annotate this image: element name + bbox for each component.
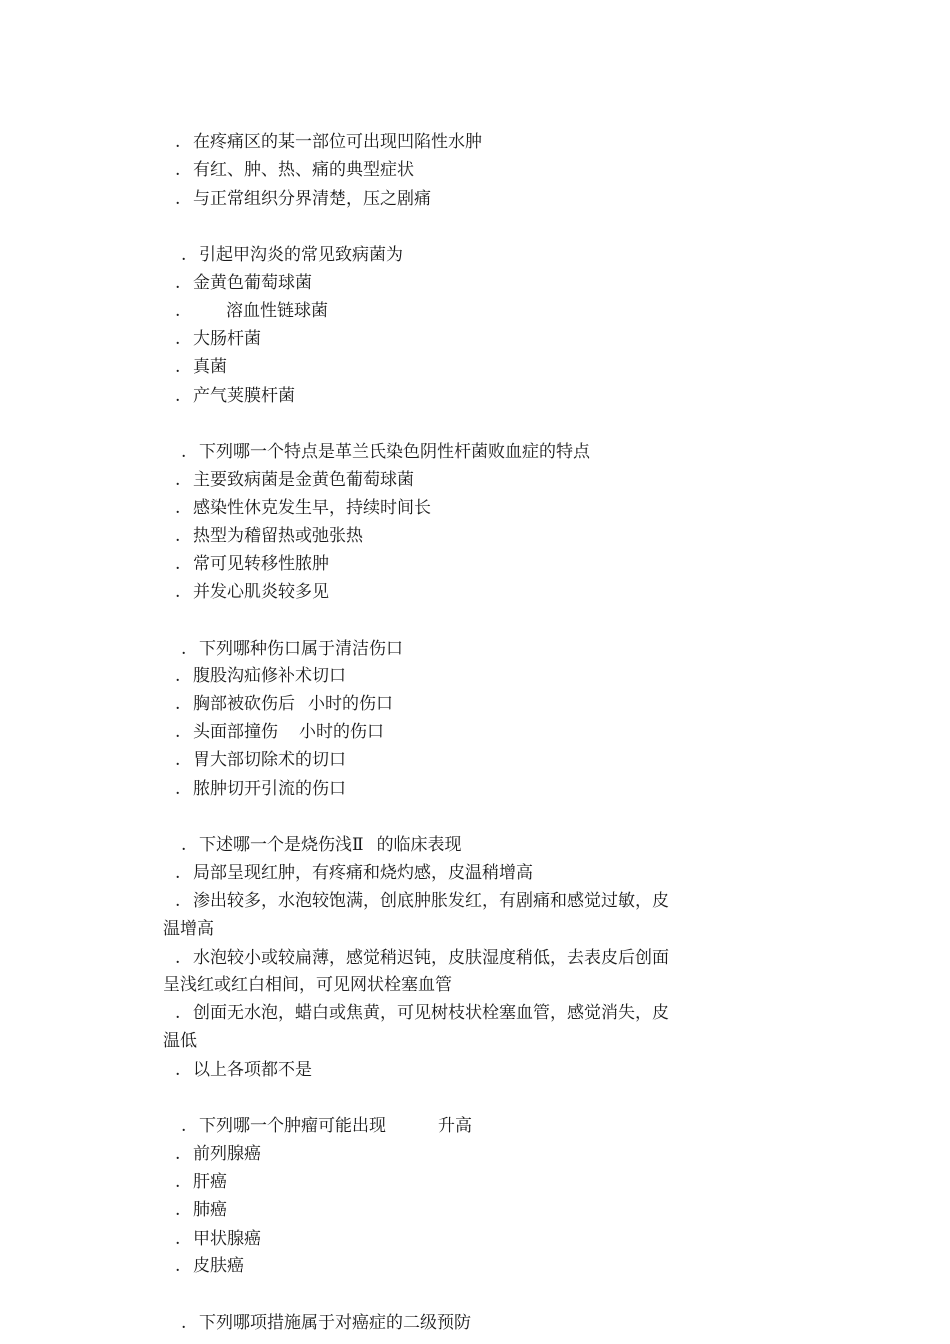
question-stem: . 下列哪项措施属于对癌症的二级预防 xyxy=(181,1313,471,1333)
option-line: . 金黄色葡萄球菌 xyxy=(175,273,312,293)
option-line: . 前列腺癌 xyxy=(175,1144,261,1164)
option-continuation: 呈浅红或红白相间，可见网状栓塞血管 xyxy=(163,975,452,995)
option-line: . 有红、肿、热、痛的典型症状 xyxy=(175,160,414,180)
option-line: . 脓肿切开引流的伤口 xyxy=(175,779,346,799)
option-line: . 真菌 xyxy=(175,357,227,377)
option-line: . 胃大部切除术的切口 xyxy=(175,750,346,770)
option-line: . 水泡较小或较扁薄，感觉稍迟钝，皮肤湿度稍低，去表皮后创面 xyxy=(175,948,669,968)
option-line: . 皮肤癌 xyxy=(175,1256,244,1276)
question-stem: . 下述哪一个是烧伤浅Ⅱ 的临床表现 xyxy=(181,835,462,855)
option-line: . 常可见转移性脓肿 xyxy=(175,554,329,574)
option-line: . 肺癌 xyxy=(175,1200,227,1220)
question-stem: . 下列哪一个特点是革兰氏染色阴性杆菌败血症的特点 xyxy=(181,442,590,462)
option-line: . 局部呈现红肿，有疼痛和烧灼感，皮温稍增高 xyxy=(175,863,533,883)
option-line: . 产气荚膜杆菌 xyxy=(175,386,295,406)
option-line: . 腹股沟疝修补术切口 xyxy=(175,666,346,686)
option-line: . 胸部被砍伤后 小时的伤口 xyxy=(175,694,393,714)
option-line: . 肝癌 xyxy=(175,1172,227,1192)
question-stem: . 下列哪一个肿瘤可能出现 升高 xyxy=(181,1116,472,1136)
option-line: . 头面部撞伤 小时的伤口 xyxy=(175,722,384,742)
question-stem: . 引起甲沟炎的常见致病菌为 xyxy=(181,245,403,265)
option-line: . 大肠杆菌 xyxy=(175,329,261,349)
option-line: . 在疼痛区的某一部位可出现凹陷性水肿 xyxy=(175,132,482,152)
option-line: . 与正常组织分界清楚，压之剧痛 xyxy=(175,189,431,209)
question-stem: . 下列哪种伤口属于清洁伤口 xyxy=(181,639,403,659)
option-continuation: 温增高 xyxy=(163,919,214,939)
option-line: . 渗出较多，水泡较饱满，创底肿胀发红，有剧痛和感觉过敏，皮 xyxy=(175,891,669,911)
option-line: . 主要致病菌是金黄色葡萄球菌 xyxy=(175,470,414,490)
option-line: . 热型为稽留热或弛张热 xyxy=(175,526,363,546)
option-line: . 创面无水泡，蜡白或焦黄，可见树枝状栓塞血管，感觉消失，皮 xyxy=(175,1003,669,1023)
option-continuation: 温低 xyxy=(163,1031,197,1051)
option-line: . 并发心肌炎较多见 xyxy=(175,582,329,602)
option-line: . 感染性休克发生早，持续时间长 xyxy=(175,498,431,518)
option-line: . 溶血性链球菌 xyxy=(175,301,328,321)
option-line: . 甲状腺癌 xyxy=(175,1229,261,1249)
option-line: . 以上各项都不是 xyxy=(175,1060,312,1080)
